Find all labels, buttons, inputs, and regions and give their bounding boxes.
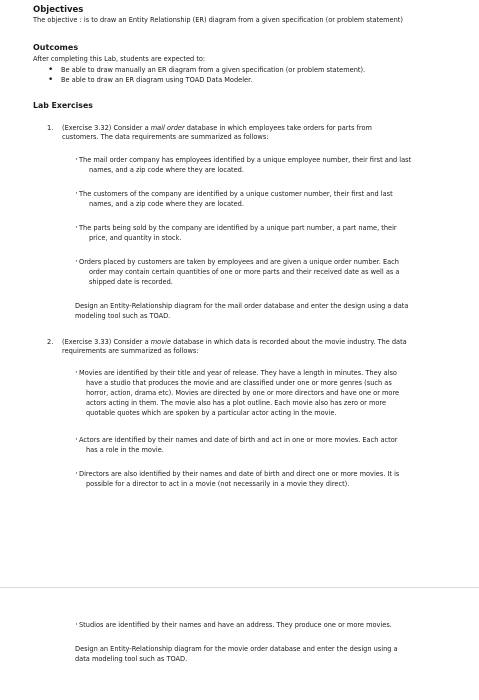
outcomes-intro: After completing this Lab, students are expected to: bbox=[33, 55, 206, 63]
bullet-icon: · bbox=[75, 368, 78, 378]
ex2-bullet-line: Movies are identified by their title and year of release. They have a length in minutes. They also bbox=[79, 369, 397, 377]
ex1-bullet-line: The parts being sold by the company are identified by a unique part number, a part name, their bbox=[79, 224, 397, 232]
bullet-icon: • bbox=[48, 75, 54, 85]
exercise-1-design: modeling tool such as TOAD. bbox=[75, 312, 171, 320]
bullet-icon: · bbox=[75, 620, 78, 630]
ex1-bullet-line: order may contain certain quantities of one or more parts and their received date as well as a bbox=[89, 268, 400, 276]
bullet-icon: · bbox=[75, 155, 78, 165]
ex2-bullet-line: actors acting in them. The movie also has a plot outline. Each movie also has zero or more bbox=[86, 399, 387, 407]
ex2-bullet-line: has a role in the movie. bbox=[86, 446, 164, 454]
exercise-1-number: 1. bbox=[47, 124, 54, 132]
bullet-icon: · bbox=[75, 189, 78, 199]
page-break-divider bbox=[0, 587, 479, 588]
exercise-2-intro-line2: requirements are summarized as follows: bbox=[62, 347, 199, 355]
ex1-bullet-line: names, and a zip code where they are located. bbox=[89, 166, 244, 174]
ex2-bullet-line: Studios are identified by their names and have an address. They produce one or more movies. bbox=[79, 621, 392, 629]
lab-exercises-heading: Lab Exercises bbox=[33, 101, 93, 110]
ex2-bullet-line: possible for a director to act in a movie (not necessarily in a movie they direct). bbox=[86, 480, 350, 488]
ex1-bullet-line: shipped date is recorded. bbox=[89, 278, 173, 286]
ex1-bullet-line: price, and quantity in stock. bbox=[89, 234, 182, 242]
exercise-1-intro-line2: customers. The data requirements are summarized as follows: bbox=[62, 133, 269, 141]
ex1-bullet-line: names, and a zip code where they are located. bbox=[89, 200, 244, 208]
ex1-bullet-line: Orders placed by customers are taken by employees and are given a unique order number. Each bbox=[79, 258, 399, 266]
exercise-2-intro: (Exercise 3.33) Consider a movie database in which data is recorded about the movie industry. The data bbox=[62, 338, 407, 346]
bullet-icon: · bbox=[75, 469, 78, 479]
ex2-bullet-line: quotable quotes which are spoken by a particular actor acting in the movie. bbox=[86, 409, 337, 417]
objectives-text: The objective : is to draw an Entity Relationship (ER) diagram from a given specification (or problem statement) bbox=[33, 16, 403, 24]
objectives-heading: Objectives bbox=[33, 5, 84, 15]
ex2-bullet-line: horror, action, drama etc). Movies are directed by one or more directors and have one or more bbox=[86, 389, 400, 397]
bullet-icon: · bbox=[75, 223, 78, 233]
exercise-1-design: Design an Entity-Relationship diagram for the mail order database and enter the design using a data bbox=[75, 302, 409, 310]
exercise-1-intro: (Exercise 3.32) Consider a mail order database in which employees take orders for parts from bbox=[62, 124, 372, 132]
ex2-bullet-line: have a studio that produces the movie and are classified under one or more genres (such as bbox=[86, 379, 392, 387]
outcomes-heading: Outcomes bbox=[33, 43, 79, 52]
exercise-2-number: 2. bbox=[47, 338, 54, 346]
bullet-icon: · bbox=[75, 435, 78, 445]
exercise-2-design: data modeling tool such as TOAD. bbox=[75, 655, 188, 663]
exercise-2-design: Design an Entity-Relationship diagram for the movie order database and enter the design using a bbox=[75, 645, 398, 653]
bullet-icon: · bbox=[75, 257, 78, 267]
ex1-bullet-line: The mail order company has employees identified by a unique employee number, their first and last bbox=[79, 156, 412, 164]
bullet-icon: • bbox=[48, 65, 54, 75]
ex2-bullet-line: Actors are identified by their names and date of birth and act in one or more movies. Each actor bbox=[79, 436, 398, 444]
ex2-bullet-line: Directors are also identified by their names and date of birth and direct one or more movies. It is bbox=[79, 470, 400, 478]
outcome-item: Be able to draw an ER diagram using TOAD Data Modeler. bbox=[61, 76, 253, 84]
outcome-item: Be able to draw manually an ER diagram from a given specification (or problem statement). bbox=[61, 66, 366, 74]
ex1-bullet-line: The customers of the company are identified by a unique customer number, their first and last bbox=[79, 190, 393, 198]
